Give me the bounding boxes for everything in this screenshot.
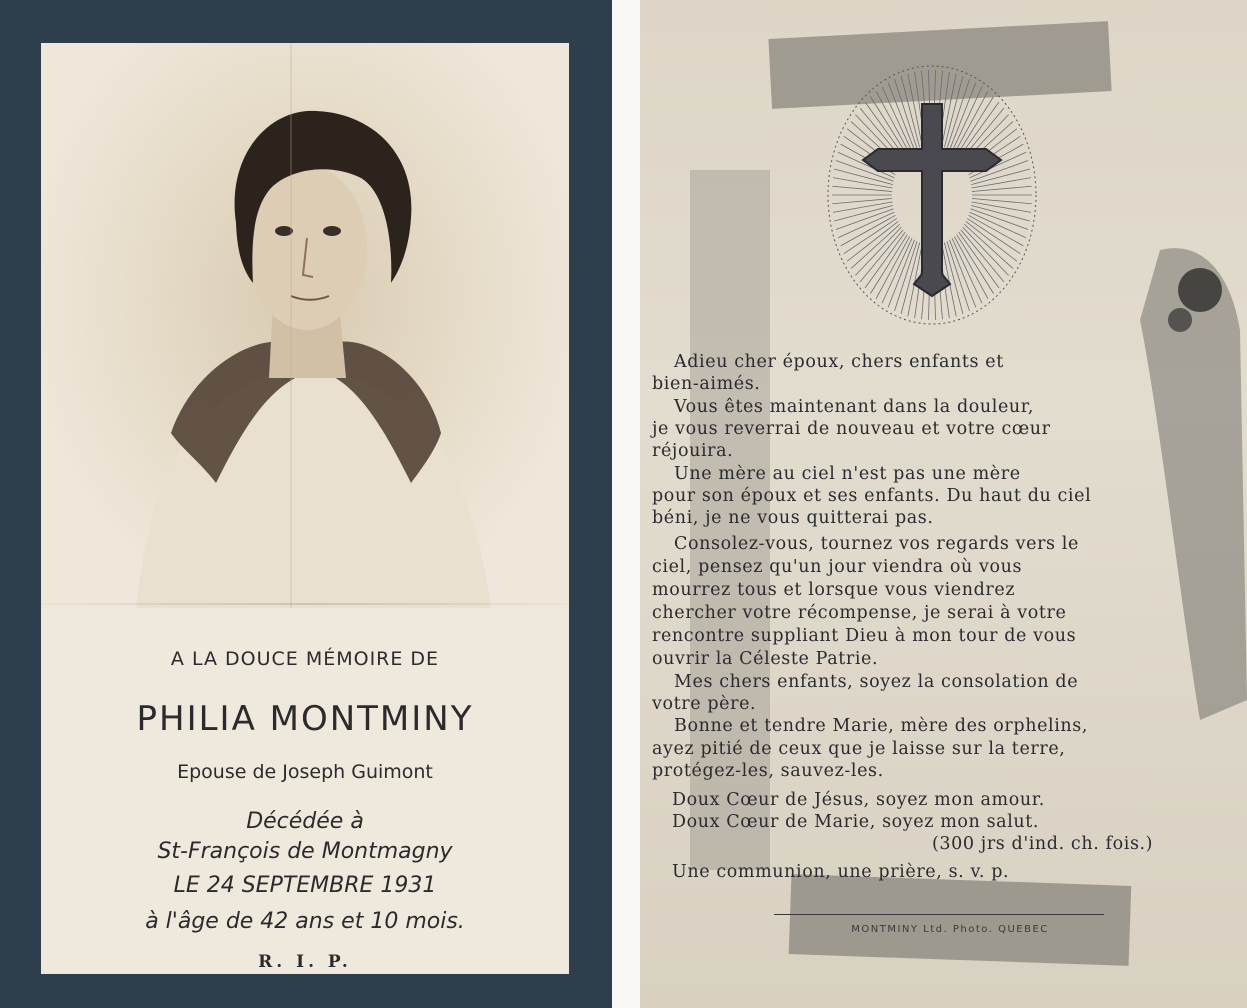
printer-credit: MONTMINY Ltd. Photo. QUEBEC [851,924,1049,935]
rip-line: R. I. P. [258,952,352,972]
prayer-line: Doux Cœur de Marie, soyez mon salut. [672,812,1040,832]
prayer-line: votre père. [652,694,757,714]
glory-ray [972,202,1031,212]
card-fold-line [41,603,569,605]
prayer-line: Consolez-vous, tournez vos regards vers le [674,534,1079,554]
memorial-card-front [41,43,569,974]
glory-ray [833,202,892,212]
deceased-name: PHILIA MONTMINY [136,699,474,739]
prayer-line: ouvrir la Céleste Patrie. [652,649,879,669]
glory-ray [970,212,1026,238]
place-line: St-François de Montmagny [157,839,453,864]
glory-ray [971,205,1030,221]
indulgence-line: (300 jrs d'ind. ch. fois.) [932,834,1154,854]
prayer-line: Adieu cher époux, chers enfants et [674,352,1004,372]
prayer-line: ciel, pensez qu'un jour viendra où vous [652,557,1023,577]
memorial-card-back [640,0,1247,1008]
deceased-at-line: Décédée à [246,809,364,834]
spouse-line: Epouse de Joseph Guimont [177,761,433,783]
prayer-line: Vous êtes maintenant dans la douleur, [674,397,1035,417]
glory-ray [964,224,1013,268]
glory-ray [832,186,892,191]
prayer-line: Doux Cœur de Jésus, soyez mon amour. [672,790,1045,810]
glory-ray [972,198,1032,203]
prayer-line: béni, je ne vous quitterai pas. [652,508,934,528]
glory-ray [841,215,896,246]
prayer-line: chercher votre récompense, je serai à votre [652,603,1067,623]
glory-ray [876,91,910,153]
prayer-line: Mes chers enfants, soyez la consolation de [674,672,1079,692]
memoire-heading: A LA DOUCE MÉMOIRE DE [170,648,440,670]
glory-ray [834,205,893,221]
glory-ray [860,230,903,282]
date-line: LE 24 SEPTEMBRE 1931 [173,873,437,898]
glory-ray [969,215,1024,246]
prayer-line: Une mère au ciel n'est pas une mère [674,464,1021,484]
left-photo-frame [0,0,612,1008]
prayer-line: Bonne et tendre Marie, mère des orphelins, [674,716,1089,736]
glory-ray [954,236,988,298]
printer-rule [774,914,1104,915]
prayer-line: rencontre suppliant Dieu à mon tour de vous [652,626,1077,646]
glory-ray [957,96,994,155]
glory-ray [851,224,900,268]
glory-ray [961,230,1004,282]
glory-ray [833,178,892,188]
closing-line: Une communion, une prière, s. v. p. [672,862,1010,882]
glory-ray [838,212,894,238]
prayer-line: je vous reverrai de nouveau et votre cœur [652,419,1051,439]
glory-ray [855,227,901,275]
glory-ray [972,178,1031,188]
prayer-line: bien-aimés. [652,374,761,394]
prayer-line: ayez pitié de ceux que je laisse sur la terre, [652,739,1066,759]
prayer-line: pour son époux et ses enfants. Du haut du ciel [652,486,1092,506]
glory-ray [972,186,1032,191]
glory-ray [870,96,907,155]
prayer-line: protégez-les, sauvez-les. [652,761,884,781]
photo-divider [612,0,640,1008]
glory-ray [957,234,994,293]
glory-ray [832,198,892,203]
portrait-photo [41,43,569,608]
glory-ray [876,236,910,298]
glory-ray [954,91,988,153]
age-line: à l'âge de 42 ans et 10 mois. [145,909,465,934]
prayer-line: mourrez tous et lorsque vous viendrez [652,580,1016,600]
glory-ray [966,221,1017,261]
glory-ray [870,234,907,293]
cross-icon [826,64,1038,326]
glory-ray [847,221,898,261]
glory-ray [963,227,1009,275]
prayer-line: réjouira. [652,441,734,461]
